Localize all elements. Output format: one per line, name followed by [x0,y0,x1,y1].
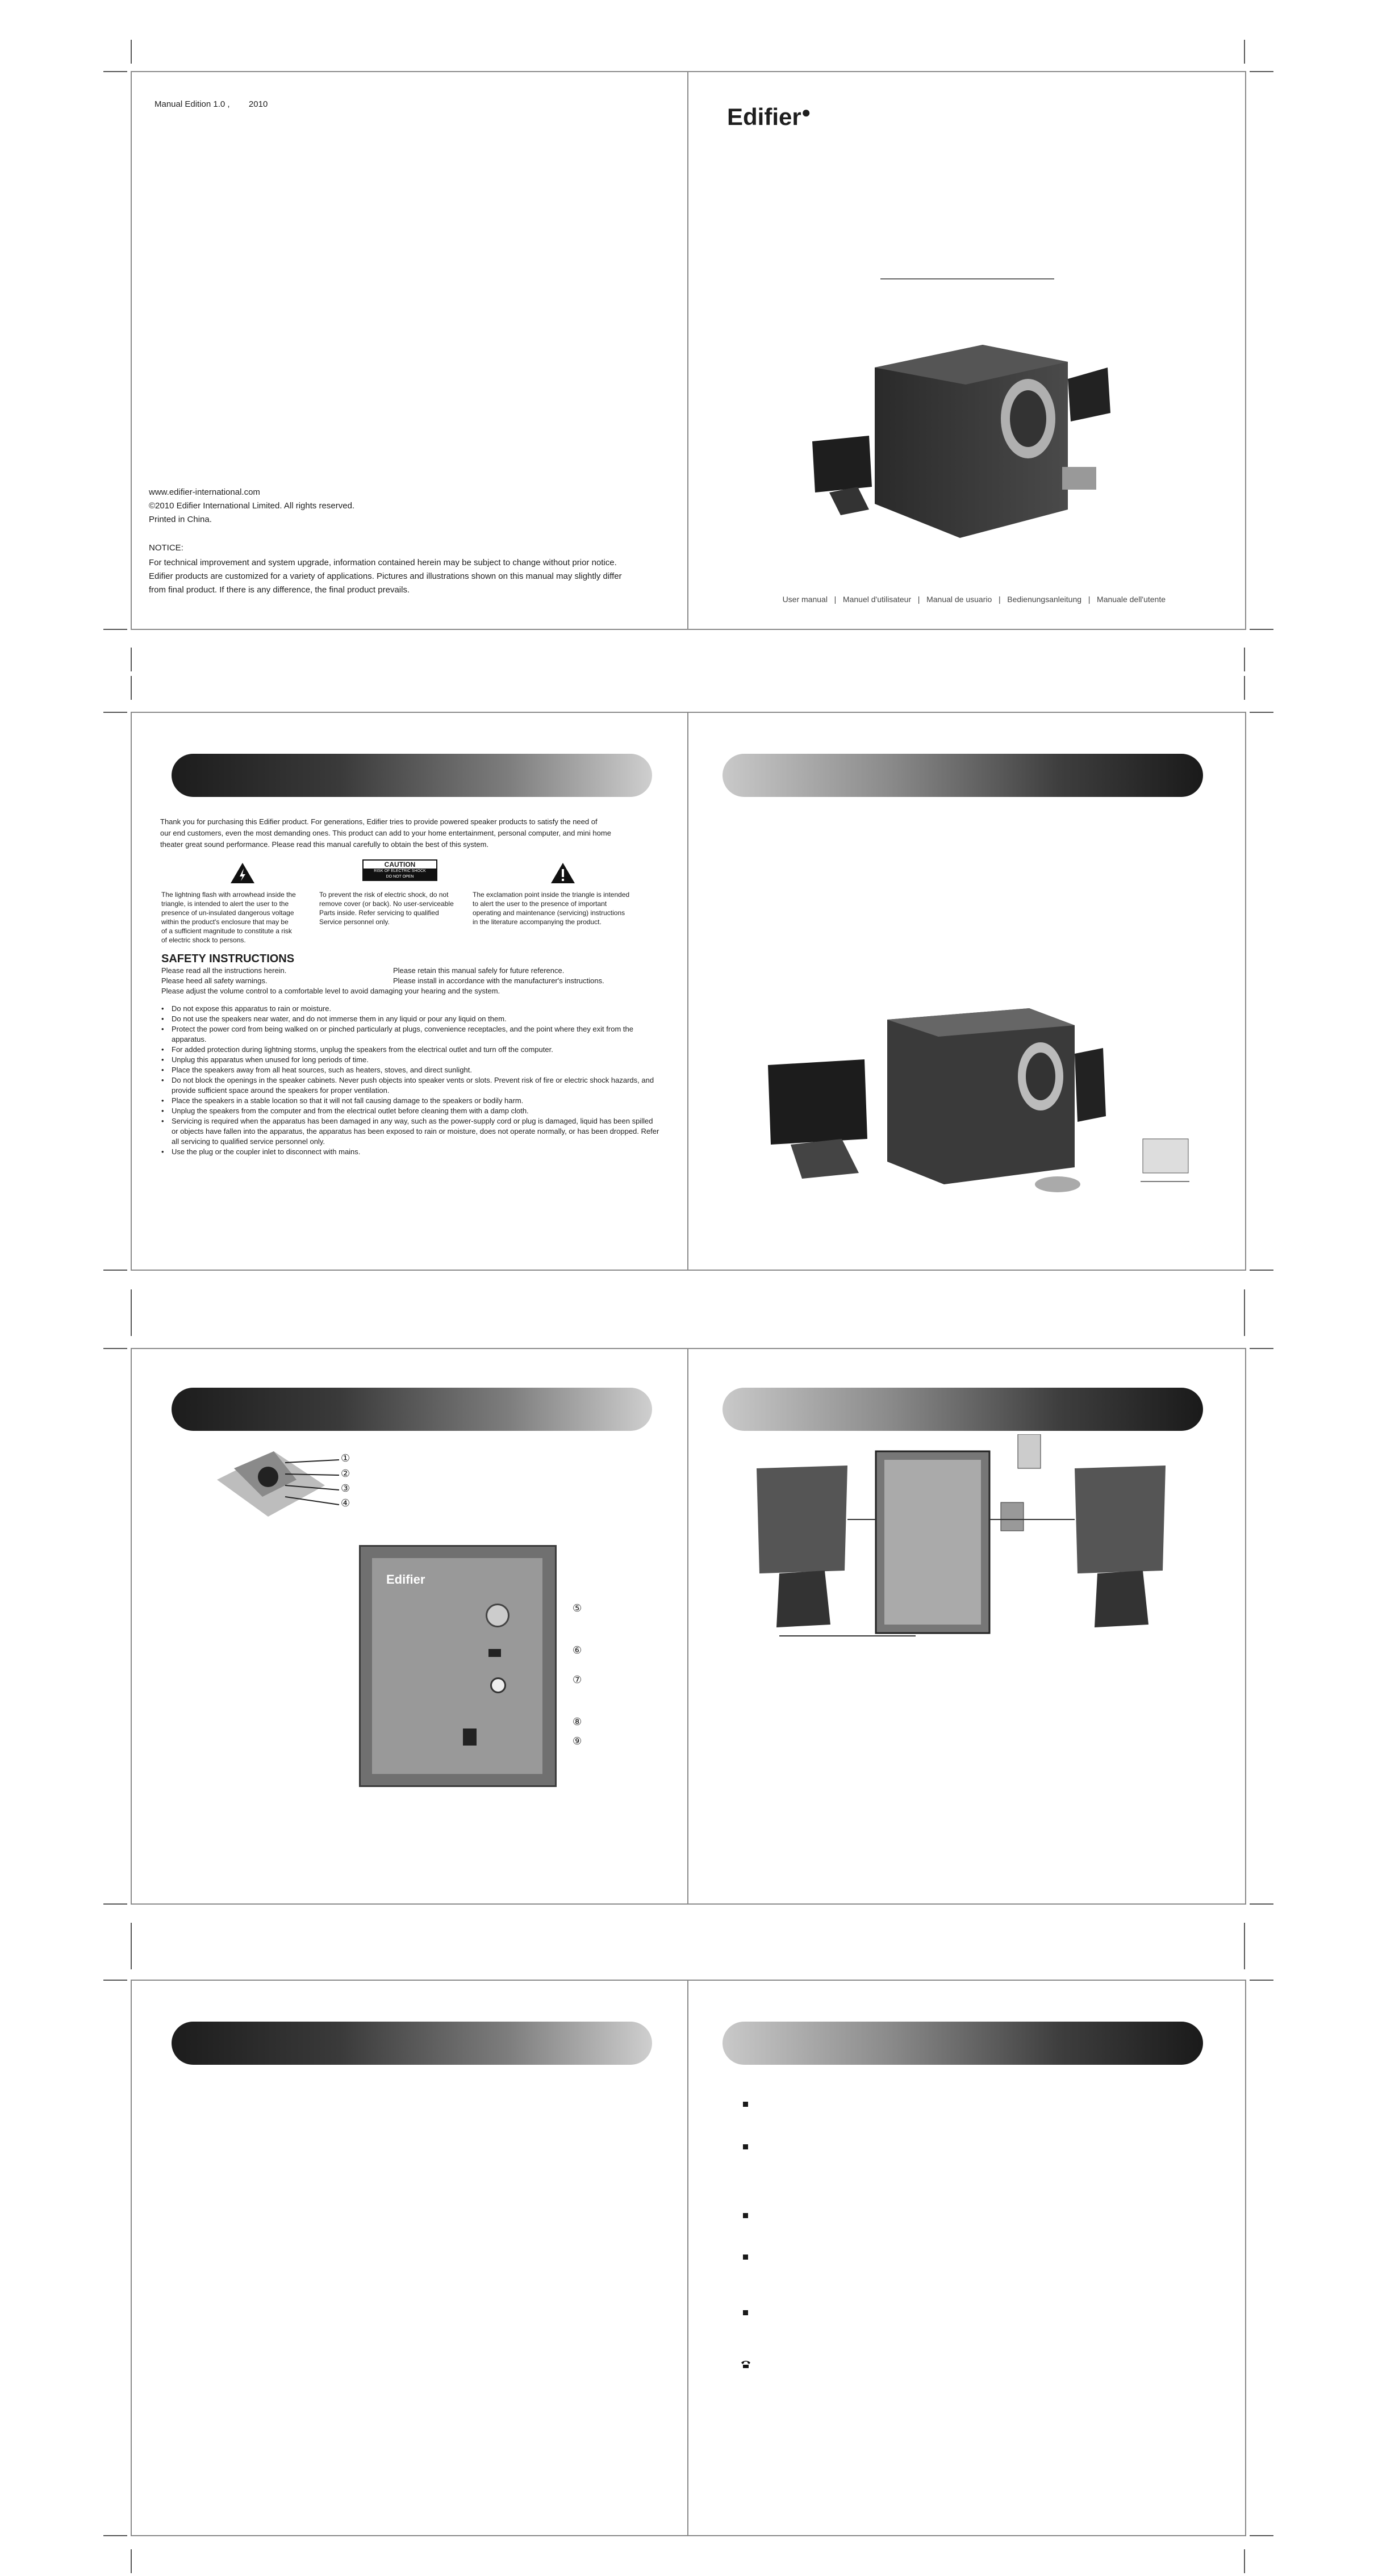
back-sheet [131,1980,1246,2536]
crop-mark [1244,676,1245,700]
section-banner-panel [172,1388,652,1431]
section-banner-back-left [172,2022,652,2065]
callout-1: ① [341,1452,350,1464]
crop-mark [1250,712,1273,713]
crop-mark [1244,40,1245,64]
intro-paragraph [160,816,611,850]
lang-it: Manuale dell'utente [1097,595,1166,604]
printed-in: Printed in China. [149,515,212,524]
phone-icon [741,2360,751,2368]
caution-sub1: RISK OF ELECTRIC SHOCK [374,869,426,873]
bullet-square [743,2213,748,2218]
crop-mark [1250,629,1273,630]
crop-mark [103,712,127,713]
exclamation-triangle-icon [550,862,576,884]
caution-title: CAUTION [384,861,416,869]
intro-line: our end customers, even the most demanding ones. This product can add to your home entertainment, personal computer, and mini home [160,829,611,837]
lang-sep: | [834,595,837,604]
rear-callout-5: ⑤ [573,1602,582,1614]
logo-dot: ● [801,103,811,121]
adjust-volume: Please adjust the volume control to a comfortable level to avoid damaging your hearing and the system. [161,987,500,995]
crop-mark [131,40,132,64]
rear-callout-7: ⑦ [573,1674,582,1685]
lang-fr: Manuel d'utilisateur [842,595,912,604]
rear-callout-6: ⑥ [573,1644,582,1656]
text-line: Service personnel only. [319,918,390,926]
bullet-square [743,2254,748,2260]
crop-mark [103,1270,127,1271]
list-item: • Servicing is required when the apparatus has been damaged in any way, such as the power-supply cord or plug is damaged, liquid has been spilled or objects have fallen into the apparatus, the apparatus has been exposed to rain or moisture, does not operate normally, or has been dropped. Refer all servicing to qualified service personnel only. [161,1116,661,1147]
section-banner-package [723,754,1203,797]
heed-warnings: Please heed all safety warnings. [161,976,268,985]
text-line: of electric shock to persons. [161,936,246,944]
lightning-explanation [161,890,296,945]
brand-name: Edifier [727,103,801,130]
crop-mark [1244,1312,1245,1336]
crop-mark [131,1289,132,1313]
rear-panel-inner [372,1558,542,1774]
list-item: • Place the speakers in a stable location so that it will not fall causing damage to the speakers or bodily harm. [161,1096,661,1106]
lang-de: Bedienungsanleitung [1007,595,1082,604]
crop-mark [131,676,132,700]
bullet-square [743,2144,748,2149]
center-fold [687,72,688,629]
language-list [774,586,1166,613]
caution-sub2: DO NOT OPEN [386,875,414,879]
panel-sheet [131,1348,1246,1905]
safety-sheet [131,712,1246,1271]
text-line: remove cover (or back). No user-serviceable [319,900,454,908]
crop-mark [1244,2549,1245,2573]
lang-en: User manual [782,595,828,604]
crop-mark [1250,1980,1273,1981]
crop-mark [1244,1289,1245,1313]
crop-mark [1250,71,1273,72]
read-all: Please read all the instructions herein. [161,966,287,975]
intro-line: Thank you for purchasing this Edifier product. For generations, Edifier tries to provide powered speaker products to satisfy the need of [160,817,598,826]
crop-mark [103,2535,127,2536]
crop-mark [1250,1903,1273,1905]
section-banner-back-right [723,2022,1203,2065]
safety-heading: SAFETY INSTRUCTIONS [161,953,295,965]
website: www.edifier-international.com [149,487,260,497]
list-item: • Place the speakers away from all heat sources, such as heaters, stoves, and direct sunlight. [161,1065,661,1075]
list-item: • Do not use the speakers near water, and do not immerse them in any liquid or pour any liquid on them. [161,1014,661,1024]
text-line: in the literature accompanying the product. [473,918,602,926]
list-item: • Use the plug or the coupler inlet to disconnect with mains. [161,1147,661,1157]
section-banner-safety [172,754,652,797]
notice-line-1: For technical improvement and system upgrade, information contained herein may be subject to change without prior notice. [149,558,617,567]
rear-callout-8: ⑧ [573,1716,582,1727]
rear-callout-9: ⑨ [573,1735,582,1747]
callout-3: ③ [341,1483,350,1494]
list-item: • For added protection during lightning storms, unplug the speakers from the electrical outlet and turn off the computer. [161,1045,661,1055]
callout-2: ② [341,1468,350,1479]
crop-mark [1244,648,1245,671]
copyright: ©2010 Edifier International Limited. All rights reserved. [149,501,355,511]
callout-4: ④ [341,1497,350,1509]
lang-sep: | [998,595,1001,604]
install-per-manufacturer: Please install in accordance with the manufacturer's instructions. [393,976,604,985]
text-line: presence of un-insulated dangerous voltage [161,909,294,917]
text-line: to alert the user to the presence of important [473,900,607,908]
crop-mark [103,629,127,630]
lang-es: Manual de usuario [926,595,992,604]
text-line: of a sufficient magnitude to constitute a risk [161,927,292,935]
text-line: within the product's enclosure that may be [161,918,289,926]
warning-triangle-icon [229,862,256,884]
notice-line-2: Edifier products are customized for a variety of applications. Pictures and illustrations shown on this manual may slightly differ [149,571,622,581]
control-pod-image [211,1446,342,1519]
list-item: • Do not block the openings in the speaker cabinets. Never push objects into speaker vents or slots. Prevent risk of fire or electric shock hazards, and provide sufficient space around the speakers for proper ventilation. [161,1075,661,1096]
bullet-square [743,2310,748,2315]
rear-brand: Edifier [386,1572,425,1586]
text-line: operating and maintenance (servicing) instructions [473,909,625,917]
rear-power-socket [463,1729,477,1746]
crop-mark [1250,1270,1273,1271]
crop-mark [103,1348,127,1349]
crop-mark [1244,1945,1245,1969]
package-contents-image [757,997,1200,1213]
bullet-square [743,2102,748,2107]
list-item: • Unplug the speakers from the computer and from the electrical outlet before cleaning them with a damp cloth. [161,1106,661,1116]
text-line: triangle, is intended to alert the user to the [161,900,289,908]
shock-explanation [319,890,454,926]
title-rule [880,278,1054,279]
brand-logo [727,103,811,131]
text-line: To prevent the risk of electric shock, do not [319,891,449,899]
crop-mark [131,1945,132,1969]
rear-switch [488,1649,501,1657]
rear-dial [486,1604,509,1627]
cover-sheet [131,71,1246,630]
manual-edition: Manual Edition 1.0 , 2010 [154,99,268,109]
list-item: • Do not expose this apparatus to rain or moisture. [161,1004,661,1014]
list-item: • Unplug this apparatus when unused for long periods of time. [161,1055,661,1065]
connection-diagram [745,1434,1200,1644]
text-line: The exclamation point inside the triangle is intended [473,891,630,899]
section-banner-connection [723,1388,1203,1431]
center-fold [687,1981,688,2535]
caution-band [364,869,436,880]
center-fold [687,1349,688,1903]
crop-mark [131,648,132,671]
crop-mark [131,1923,132,1947]
list-item: • Protect the power cord from being walked on or pinched particularly at plugs, convenience receptacles, and the point where they exit from the apparatus. [161,1024,661,1045]
lang-sep: | [917,595,920,604]
retain-manual: Please retain this manual safely for future reference. [393,966,565,975]
caution-label [362,859,437,881]
center-fold [687,713,688,1270]
rear-jack [490,1677,506,1693]
cover-speaker-image [801,322,1119,566]
notice-line-3: from final product. If there is any difference, the final product prevails. [149,585,410,595]
text-line: Parts inside. Refer servicing to qualified [319,909,439,917]
text-line: The lightning flash with arrowhead inside the [161,891,296,899]
exclamation-explanation [473,890,629,926]
crop-mark [1250,1348,1273,1349]
crop-mark [131,2549,132,2573]
crop-mark [103,71,127,72]
crop-mark [1250,2535,1273,2536]
intro-line: theater great sound performance. Please read this manual carefully to obtain the best of this system. [160,840,489,849]
rear-panel [359,1545,557,1787]
lang-sep: | [1088,595,1091,604]
notice-title: NOTICE: [149,543,183,553]
crop-mark [103,1903,127,1905]
safety-list [161,1004,661,1157]
crop-mark [103,1980,127,1981]
crop-mark [1244,1923,1245,1947]
crop-mark [131,1312,132,1336]
